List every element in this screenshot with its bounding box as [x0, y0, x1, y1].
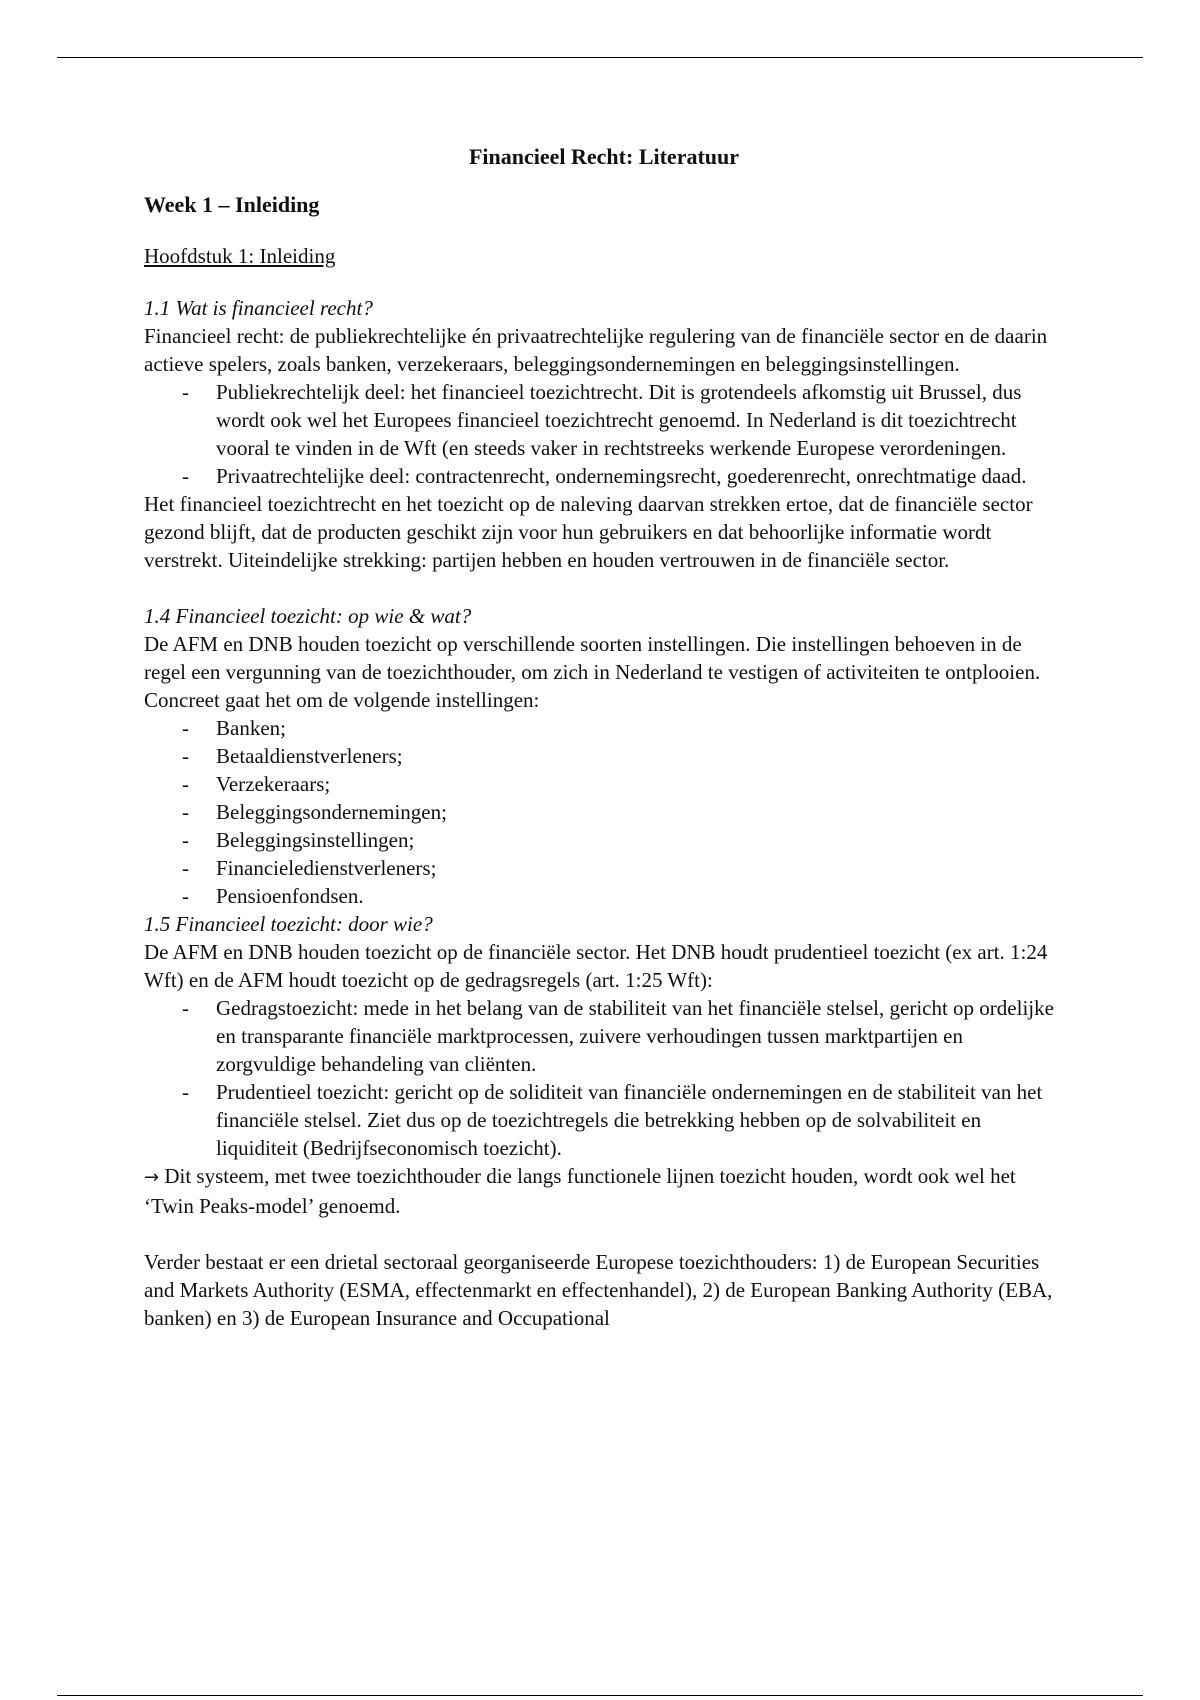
list-item	[144, 994, 1064, 1078]
document-body	[144, 142, 1064, 1332]
list-item-text: Beleggingsinstellingen;	[216, 828, 415, 852]
section-1-1-paragraph: Het financieel toezichtrecht en het toezicht op de naleving daarvan strekken ertoe, dat de financiële sector gezond blijft, dat de producten geschikt zijn voor hun gebruikers en dat behoorlijke informatie wordt verstrekt. Uiteindelijke strekking: partijen hebben en houden vertrouwen in de financiële sector.	[144, 492, 1033, 572]
bullet-dash: -	[182, 744, 189, 768]
bullet-dash: -	[182, 800, 189, 824]
section-1-1-list	[144, 378, 1064, 490]
list-item	[144, 826, 1064, 854]
bullet-dash: -	[182, 856, 189, 880]
list-item-text: Prudentieel toezicht: gericht op de soliditeit van financiële ondernemingen en de stabiliteit van het financiële stelsel. Ziet dus op de toezichtregels die betrekking hebben op de solvabiliteit en liquiditeit (Bedrijfseconomisch toezicht).	[216, 1080, 1043, 1160]
list-item-text: Banken;	[216, 716, 286, 740]
list-item	[144, 1078, 1064, 1162]
bullet-dash: -	[182, 1080, 189, 1104]
list-item-text: Beleggingsondernemingen;	[216, 800, 447, 824]
bullet-dash: -	[182, 464, 189, 488]
section-1-1-intro: Financieel recht: de publiekrechtelijke én privaatrechtelijke regulering van de financiële sector en de daarin actieve spelers, zoals banken, verzekeraars, beleggingsondernemingen en beleggingsinstellingen.	[144, 324, 1048, 376]
list-item	[144, 798, 1064, 826]
list-item-text: Gedragstoezicht: mede in het belang van de stabiliteit van het financiële stelsel, gericht op ordelijke en transparante financiële marktprocessen, zuivere verhoudingen tussen marktpartijen en zorgvuldige behandeling van cliënten.	[216, 996, 1054, 1076]
bullet-dash: -	[182, 772, 189, 796]
list-item-text: Verzekeraars;	[216, 772, 331, 796]
list-item-text: Privaatrechtelijke deel: contractenrecht, ondernemingsrecht, goederenrecht, onrechtmatige daad.	[216, 464, 1027, 488]
section-1-4-intro: De AFM en DNB houden toezicht op verschillende soorten instellingen. Die instellingen behoeven in de regel een vergunning van de toezichthouder, om zich in Nederland te vestigen of activiteiten te ontplooien. Concreet gaat het om de volgende instellingen:	[144, 632, 1041, 712]
list-item-text: Financieledienstverleners;	[216, 856, 437, 880]
list-item	[144, 378, 1064, 462]
list-item-text: Pensioenfondsen.	[216, 884, 364, 908]
bullet-dash: -	[182, 380, 189, 404]
document-title: Financieel Recht: Literatuur	[468, 144, 740, 169]
bullet-dash: -	[182, 884, 189, 908]
list-item	[144, 770, 1064, 798]
bottom-rule	[57, 1695, 1143, 1696]
list-item	[144, 882, 1064, 910]
section-1-5-paragraph: Verder bestaat er een drietal sectoraal georganiseerde Europese toezichthouders: 1) de European Securities and Markets Authority (ESMA, effectenmarkt en effectenhandel), 2) de European Banking Authority (EBA, banken) en 3) de European Insurance and Occupational	[144, 1250, 1053, 1330]
list-item-text: Publiekrechtelijk deel: het financieel toezichtrecht. Dit is grotendeels afkomstig uit Brussel, dus wordt ook wel het Europees financieel toezichtrecht genoemd. In Nederland is dit toezichtrecht vooral te vinden in de Wft (en steeds vaker in rechtstreeks werkende Europese verordeningen.	[216, 380, 1022, 460]
list-item	[144, 462, 1064, 490]
bullet-dash: -	[182, 716, 189, 740]
section-1-4-heading: 1.4 Financieel toezicht: op wie & wat?	[144, 604, 472, 628]
bullet-dash: -	[182, 996, 189, 1020]
twin-peaks-text: Dit systeem, met twee toezichthouder die langs functionele lijnen toezicht houden, wordt ook wel het ‘Twin Peaks-model’ genoemd.	[144, 1164, 1016, 1218]
section-1-5-list	[144, 994, 1064, 1162]
chapter-heading: Hoofdstuk 1: Inleiding	[144, 244, 336, 268]
section-1-5-intro: De AFM en DNB houden toezicht op de financiële sector. Het DNB houdt prudentieel toezicht (ex art. 1:24 Wft) en de AFM houdt toezicht op de gedragsregels (art. 1:25 Wft):	[144, 940, 1048, 992]
list-item	[144, 714, 1064, 742]
list-item	[144, 854, 1064, 882]
list-item-text: Betaaldienstverleners;	[216, 744, 403, 768]
arrow-right-icon: →	[144, 1167, 160, 1188]
section-1-4-list	[144, 714, 1064, 910]
week-heading: Week 1 – Inleiding	[144, 192, 320, 217]
section-1-1-heading: 1.1 Wat is financieel recht?	[144, 296, 373, 320]
section-1-5-heading: 1.5 Financieel toezicht: door wie?	[144, 912, 433, 936]
twin-peaks-note	[144, 1162, 1064, 1220]
list-item	[144, 742, 1064, 770]
top-rule	[57, 57, 1143, 58]
bullet-dash: -	[182, 828, 189, 852]
